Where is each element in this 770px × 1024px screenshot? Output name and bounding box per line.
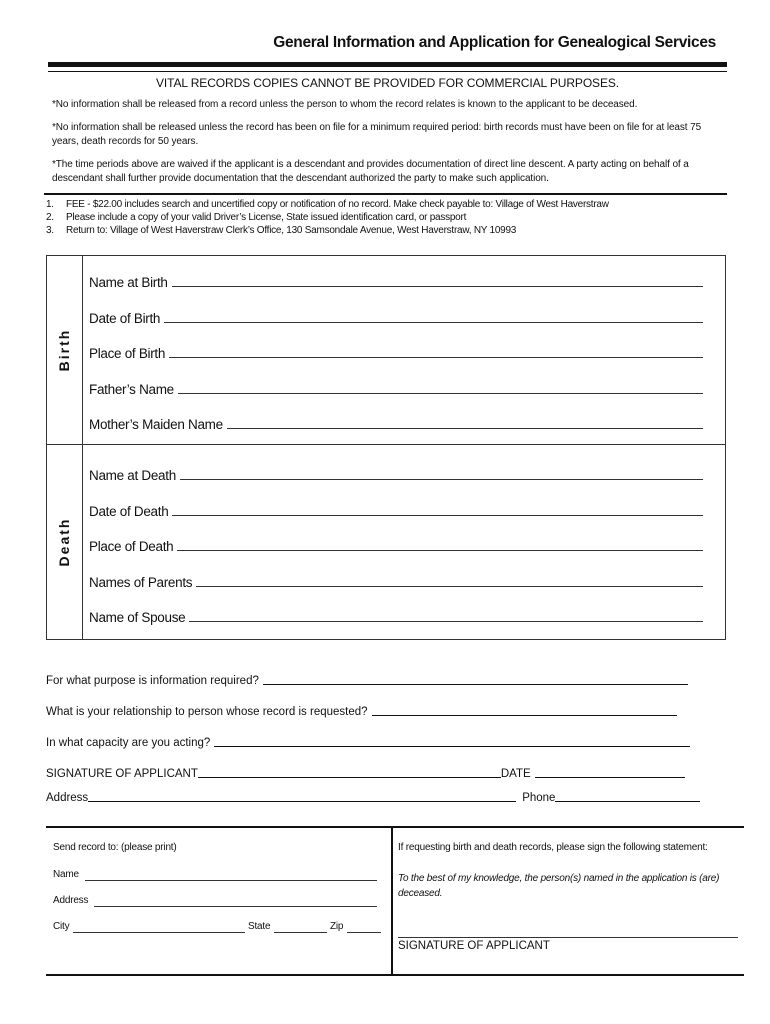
phone-label: Phone [522,792,556,804]
applicant-signature-line[interactable] [198,777,501,778]
statement-signature-label: SIGNATURE OF APPLICANT [398,940,550,952]
date-of-birth-field[interactable]: Date of Birth [89,308,703,326]
address-phone-row[interactable] [46,788,700,804]
capacity-input-line[interactable] [214,746,690,747]
send-record-heading: Send record to: (please print) [53,842,177,853]
statement-signature-line[interactable] [398,937,738,938]
send-address-line[interactable] [94,906,377,907]
birth-section [46,255,726,445]
commercial-purpose-banner: VITAL RECORDS COPIES CANNOT BE PROVIDED FOR COMMERCIAL PURPOSES. [155,76,619,90]
instruction-item: 3. Return to: Village of West Haverstraw Clerk’s Office, 130 Samsondale Avenue, West Haverstraw, NY 10993 [46,225,517,236]
note-descendant: *The time periods above are waived if the applicant is a descendant and provides documentation of direct line descent. A party acting on behalf of a descendant shall further provide documentation that the descendant authorized the party to make such application. [52,159,689,184]
send-name-line[interactable] [85,880,377,881]
send-state-label: State [248,921,271,932]
death-section-label: Death [56,517,72,567]
note-minimum-period: *No information shall be released unless the record has been on file for a minimum required period: birth records must have been on file for at least 75 years, death records for 50 years. [52,122,702,147]
date-input-line[interactable] [535,777,685,778]
applicant-signature-label: SIGNATURE OF APPLICANT [46,768,198,780]
address-input-line[interactable] [88,801,516,802]
names-of-parents-field[interactable]: Names of Parents [89,572,703,590]
mothers-maiden-name-field[interactable]: Mother’s Maiden Name [89,414,703,432]
purpose-input-line[interactable] [263,684,688,685]
bottom-panel-top-rule [46,826,744,828]
header-thin-rule [48,71,727,72]
name-at-birth-field[interactable]: Name at Birth [89,272,703,290]
relationship-question[interactable]: What is your relationship to person whose record is requested? [46,702,677,718]
section-divider [44,193,727,195]
form-title: General Information and Application for Genealogical Services [273,34,716,51]
capacity-question[interactable]: In what capacity are you acting? [46,733,690,749]
send-city-label: City [53,921,70,932]
send-city-line[interactable] [73,932,245,933]
note-deceased: *No information shall be released from a record unless the person to whom the record relates is known to the applicant to be deceased. [52,99,638,110]
send-address-label: Address [53,895,89,906]
date-label: DATE [500,768,531,780]
signature-date-row[interactable] [46,764,685,780]
birth-section-label: Birth [56,328,72,372]
address-label: Address [46,792,89,804]
birth-side-column [47,256,83,444]
send-zip-line[interactable] [347,932,381,933]
fathers-name-field[interactable]: Father’s Name [89,379,703,397]
statement-heading: If requesting birth and death records, please sign the following statement: [398,842,708,853]
date-of-death-field[interactable]: Date of Death [89,501,703,519]
instruction-item: 2. Please include a copy of your valid Driver’s License, State issued identification card, or passport [46,212,467,223]
send-zip-label: Zip [330,921,344,932]
purpose-question[interactable]: For what purpose is information required? [46,671,688,687]
name-of-spouse-field[interactable]: Name of Spouse [89,607,703,625]
instructions-list [46,198,609,237]
place-of-birth-field[interactable]: Place of Birth [89,343,703,361]
header-thick-rule [48,62,727,67]
death-side-column [47,445,83,639]
bottom-panel-divider [391,826,393,976]
send-state-line[interactable] [274,932,327,933]
relationship-input-line[interactable] [372,715,677,716]
bottom-panel-bottom-rule [46,974,744,976]
instruction-item: 1. FEE - $22.00 includes search and uncertified copy or notification of no record. Make check payable to: Village of West Haverstraw [46,199,609,210]
statement-text: To the best of my knowledge, the person(s) named in the application is (are) deceased. [398,873,720,899]
phone-input-line[interactable] [555,801,700,802]
death-section [46,444,726,640]
name-at-death-field[interactable]: Name at Death [89,465,703,483]
send-name-label: Name [53,869,79,880]
place-of-death-field[interactable]: Place of Death [89,536,703,554]
